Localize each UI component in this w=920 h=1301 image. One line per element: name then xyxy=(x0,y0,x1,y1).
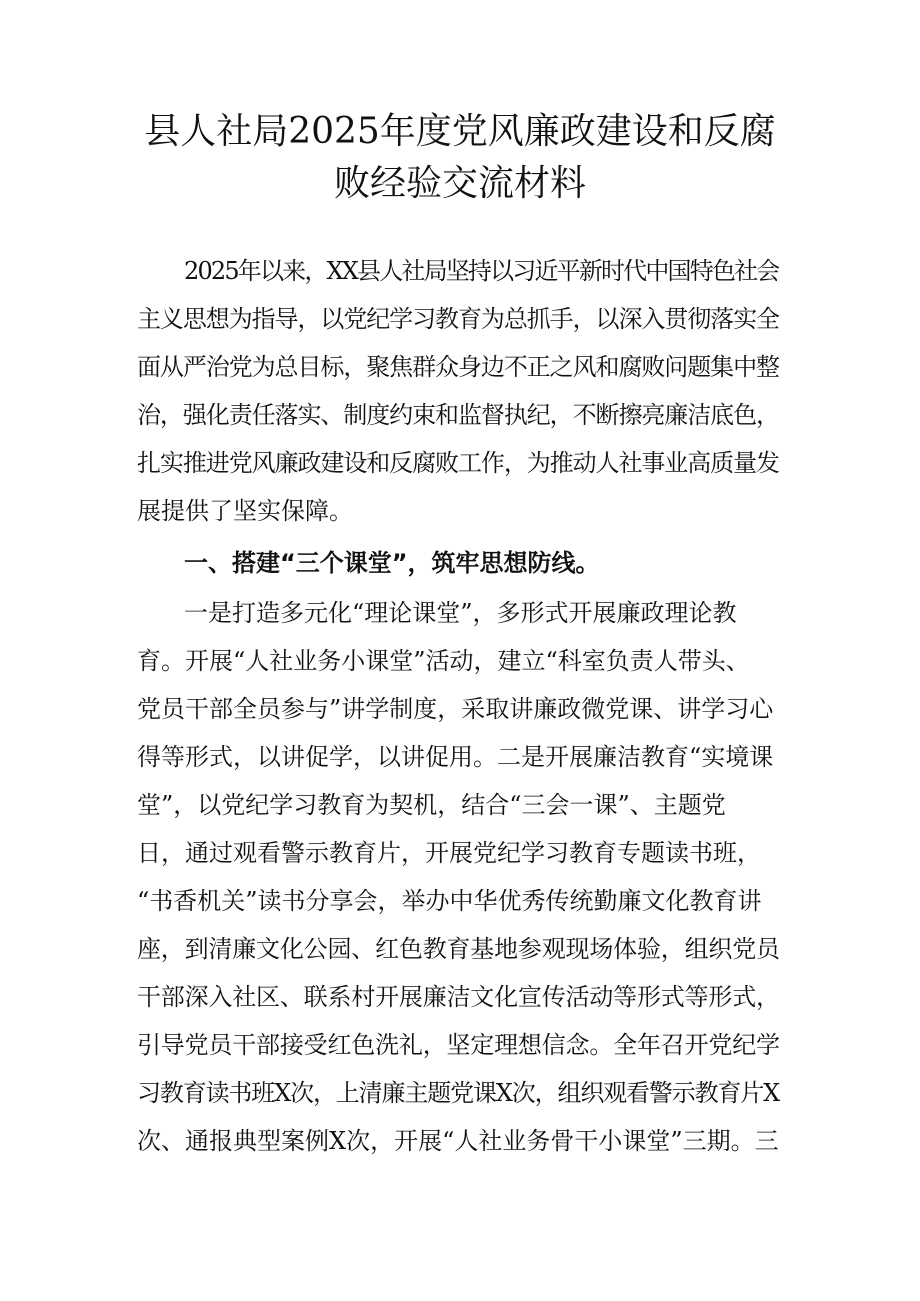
body-line: 座，到清廉文化公园、红色教育基地参观现场体验，组织党员 xyxy=(137,935,780,963)
body-line: 一是打造多元化“理论课堂”，多形式开展廉政理论教 xyxy=(184,599,737,627)
body-line: 干部深入社区、联系村开展廉洁文化宣传活动等形式等形式， xyxy=(137,983,780,1011)
body-line: 面从严治党为总目标，聚焦群众身边不正之风和腐败问题集中整 xyxy=(137,353,779,381)
body-line: 党员干部全员参与”讲学制度，采取讲廉政微党课、讲学习心 xyxy=(137,695,774,723)
body-line: 展提供了坚实保障。 xyxy=(137,497,353,525)
section-heading: 一、搭建“三个课堂”，筑牢思想防线。 xyxy=(184,549,600,577)
body-line: 习教育读书班X次，上清廉主题党课X次，组织观看警示教育片X xyxy=(137,1079,780,1107)
body-line: 次、通报典型案例X次，开展“人社业务骨干小课堂”三期。三 xyxy=(137,1127,779,1155)
body-line: 扎实推进党风廉政建设和反腐败工作，为推动人社事业高质量发 xyxy=(137,449,779,477)
body-line: 引导党员干部接受红色洗礼，坚定理想信念。全年召开党纪学 xyxy=(137,1031,780,1059)
document-title-line-1: 县人社局2025年度党风廉政建设和反腐 xyxy=(144,111,776,152)
body-line: “书香机关”读书分享会，举办中华优秀传统勤廉文化教育讲 xyxy=(137,887,762,915)
body-line: 育。开展“人社业务小课堂”活动，建立“科室负责人带头、 xyxy=(137,647,750,675)
body-line: 主义思想为指导，以党纪学习教育为总抓手，以深入贯彻落实全 xyxy=(137,305,779,333)
body-line: 日，通过观看警示教育片，开展党纪学习教育专题读书班， xyxy=(137,839,761,867)
document-title-line-2: 败经验交流材料 xyxy=(333,163,586,204)
body-line: 堂”，以党纪学习教育为契机，结合“三会一课”、主题党 xyxy=(137,791,726,819)
body-line: 治，强化责任落实、制度约束和监督执纪，不断擦亮廉洁底色， xyxy=(137,401,779,429)
body-line: 得等形式，以讲促学，以讲促用。二是开展廉洁教育“实境课 xyxy=(137,743,774,771)
body-line: 2025年以来，XX县人社局坚持以习近平新时代中国特色社会 xyxy=(184,257,779,285)
